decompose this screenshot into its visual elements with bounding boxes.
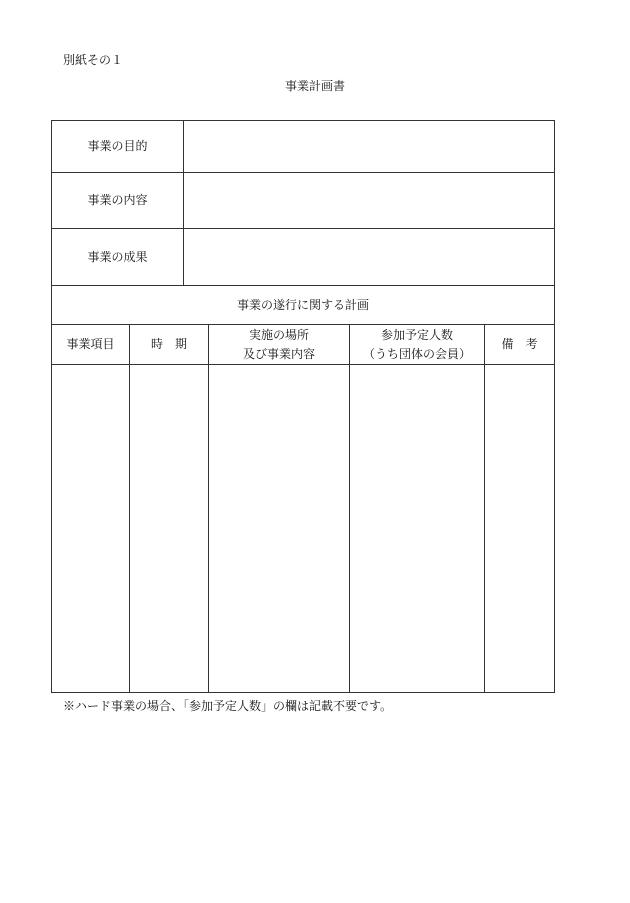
column-header-line: 事業項目	[66, 337, 115, 351]
results-field[interactable]	[184, 229, 554, 285]
entry-cell-item[interactable]	[52, 365, 129, 692]
results-label: 事業の成果	[87, 249, 148, 264]
column-header-place-content	[209, 325, 349, 364]
plan-section-title: 事業の遂行に関する計画	[236, 297, 369, 312]
business-plan-form	[51, 120, 555, 693]
column-header-period	[130, 325, 208, 364]
entry-cell-place-content[interactable]	[209, 365, 349, 692]
entry-cell-period[interactable]	[130, 365, 208, 692]
column-header-participants	[350, 325, 484, 364]
purpose-field[interactable]	[184, 121, 554, 172]
column-header-line: 及び事業内容	[242, 346, 315, 361]
column-header-remarks	[485, 325, 554, 364]
entry-cell-participants[interactable]	[350, 365, 484, 692]
column-header-line: 時 期	[150, 337, 187, 351]
column-header-line: （うち団体の会員）	[362, 346, 471, 361]
purpose-label: 事業の目的	[87, 139, 148, 153]
document-title: 事業計画書	[284, 79, 345, 93]
entry-cell-remarks[interactable]	[485, 365, 554, 692]
column-header-line: 参加予定人数	[380, 327, 453, 342]
footnote: ※ハード事業の場合、「参加予定人数」の欄は記載不要です。	[63, 699, 393, 713]
content-label: 事業の内容	[87, 193, 148, 207]
column-header-item	[52, 325, 129, 364]
column-header-line: 実施の場所	[248, 327, 309, 342]
column-header-line: 備 考	[501, 337, 538, 351]
content-field[interactable]	[184, 173, 554, 228]
annex-label: 別紙その１	[63, 53, 124, 67]
